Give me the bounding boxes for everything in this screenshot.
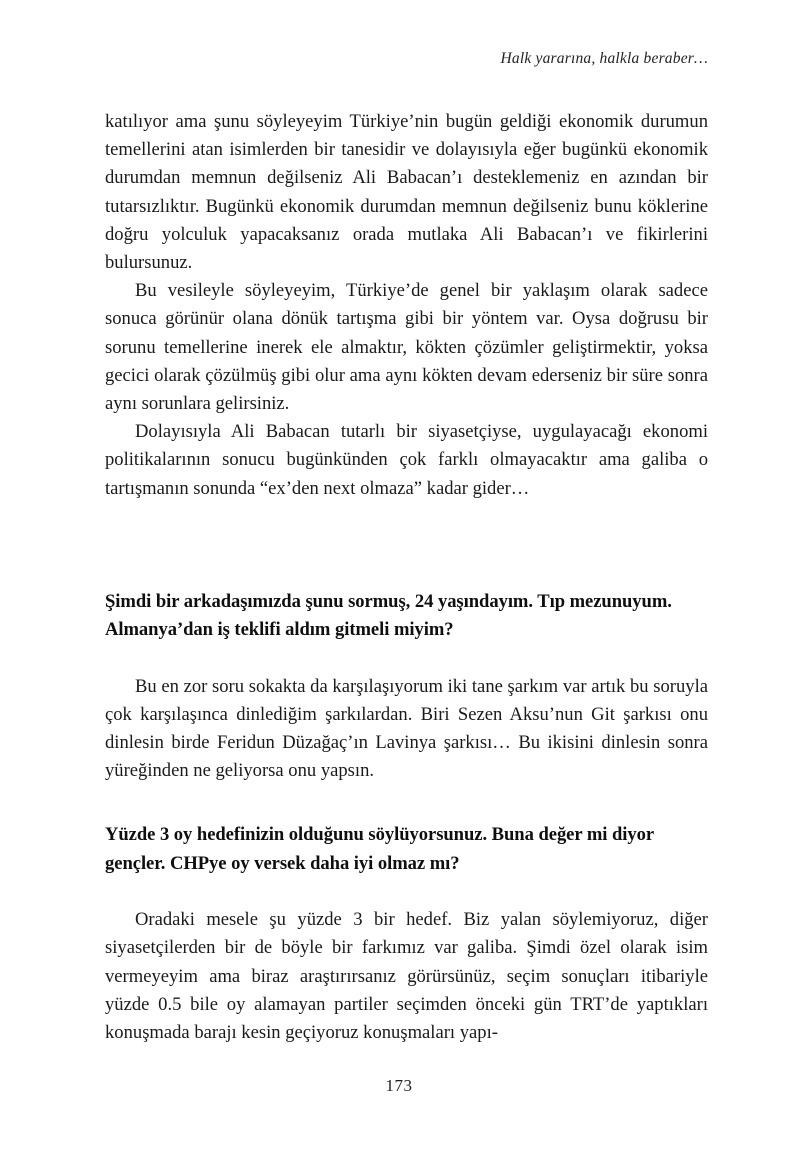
section-spacer: [105, 503, 708, 588]
paragraph-second: Bu vesileyle söyleyeyim, Türkiye’de genel bir yaklaşım olarak sadece sonuca görünür olana dönük tartışma gibi bir yöntem var. Oysa doğrusu bir sorunu temellerine inerek ele almaktır, kökten çözümler geliştirmektir, yoksa gecici olarak çözülmüş gibi olur ama aynı kökten devam ederseniz bir süre sonra aynı sorunlara gelirsiniz.: [105, 280, 708, 415]
running-header: Halk yararına, halkla beraber…: [500, 50, 708, 67]
question-heading-two: Yüzde 3 oy hedefinizin olduğunu söylüyorsunuz. Buna değer mi diyor gençler. CHPye oy versek daha iyi olmaz mı?: [105, 824, 654, 874]
question-heading-one: Şimdi bir arkadaşımızda şunu sormuş, 24 yaşındayım. Tıp mezunuyum. Almanya’dan iş teklifi aldım gitmeli miyim?: [105, 590, 672, 641]
answer-paragraph-two: Oradaki mesele şu yüzde 3 bir hedef. Biz yalan söylemiyoruz, diğer siyasetçilerden bir de böyle bir farkımız var galiba. Şimdi özel olarak isim vermeyeyim ama biraz araştırırsanız görürsünüz, seçim sonuçları itibariyle yüzde 0.5 bile oy alamayan partiler seçimden önceki gün TRT’de yaptıkları konuşmada barajı kesin geçiyoruz konuşmaları yapı-: [105, 909, 708, 1044]
heading-spacer-two: [105, 785, 708, 821]
page-number: 173: [385, 1076, 413, 1095]
answer-paragraph-one: Bu en zor soru sokakta da karşılaşıyorum iki tane şarkım var artık bu soruyla çok karşılaşınca dinlediğim şarkılardan. Biri Sezen Aksu’nun Git şarkısı onu dinlesin birde Feridun Düzağaç’ın Lavinya şarkısı… Bu ikisini dinlesin sonra yüreğinden ne geliyorsa onu yapsın.: [105, 675, 708, 782]
heading-spacer-three: [105, 878, 708, 906]
page-content: [105, 108, 708, 1047]
paragraph-continuation: katılıyor ama şunu söyleyeyim Türkiye’nin bugün geldiği ekonomik durumun temellerini atan isimlerden bir tanesidir ve dolayısıyla eğer bugünkü ekonomik durumdan memnun değilseniz Ali Babacan’ı desteklemeniz en azından bir tutarsızlıktır. Bugünkü ekonomik durumdan memnun değilseniz bunu köklerine doğru yolculuk yapacaksanız orada mutlaka Ali Babacan’ı ve fikirlerini bulursunuz.: [105, 111, 708, 274]
paragraph-third: Dolayısıyla Ali Babacan tutarlı bir siyasetçiyse, uygulayacağı ekonomi politikalarının sonucu bugünkünden çok farklı olmayacaktır ama galiba o tartışmanın sonunda “ex’den next olmaza” kadar gider…: [105, 421, 708, 499]
heading-spacer-one: [105, 645, 708, 673]
